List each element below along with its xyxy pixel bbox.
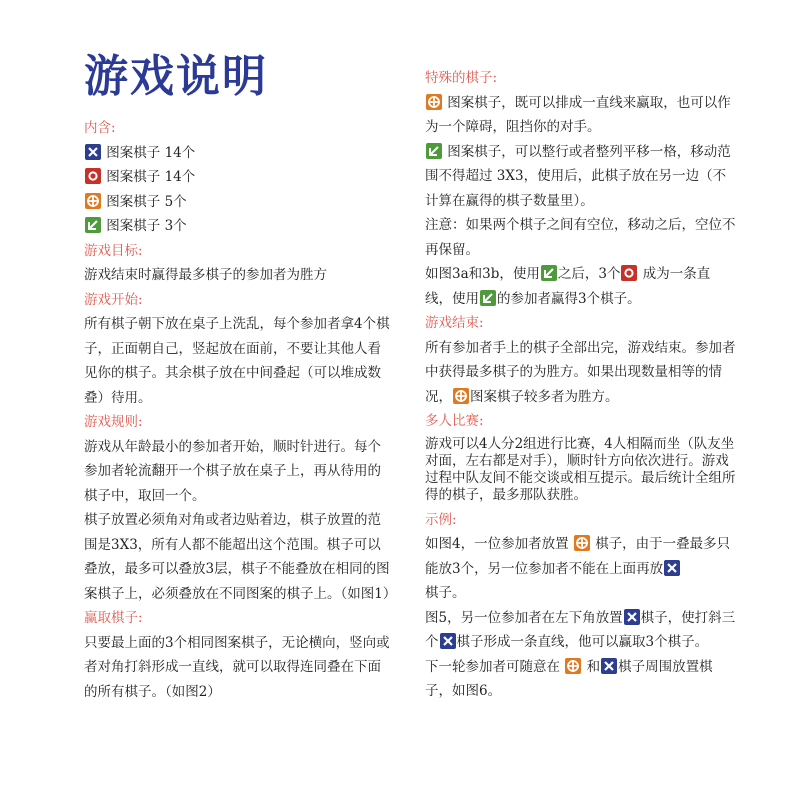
special-text-1: 图案棋子，既可以排成一直线来赢取，也可以作为一个障碍，阻挡你的对手。: [425, 94, 731, 135]
special-heading: 特殊的棋子:: [425, 70, 498, 86]
page-title: 游戏说明: [84, 51, 268, 102]
multi-heading: 多人比赛:: [425, 413, 484, 429]
circle-tile-icon: [621, 265, 637, 281]
special-text-3: 注意：如果两个棋子之间有空位，移动之后，空位不再保留。: [425, 217, 736, 258]
rules-text-2: 棋子放置必须角对角或者边贴着边，棋子放置的范围是3X3，所有人都不能超出这个范围。棋子可以叠放，最多可以叠放3层，棋子不能叠放在相同的图案棋子上，必须叠放在不同图案的棋子上。（如图1）: [84, 512, 397, 602]
special-text-2: 图案棋子，可以整行或者整列平移一格，移动范围不得超过 3X3，使用后，此棋子放在另一边（不计算在赢得的棋子数量里）。: [425, 143, 731, 209]
x-tile-icon: [601, 658, 617, 674]
arrow-tile-icon: [480, 290, 496, 306]
crosshair-tile-icon: [85, 193, 101, 209]
multi-text: 游戏可以4人分2组进行比赛，4人相隔而坐（队友坐对面，左右都是对手），顺时针方向依次进行。游戏过程中队友间不能交谈或相互提示。最后统计全组所得的棋子，最多那队获胜。: [425, 435, 736, 503]
special-text-4: 如图3a和3b，使用 之后，3个 成为一条直线，使用 的参加者赢得3个棋子。: [425, 266, 711, 307]
end-heading: 游戏结束:: [425, 315, 484, 331]
goal-heading: 游戏目标:: [84, 242, 143, 259]
crosshair-tile-icon: [426, 94, 442, 110]
start-text: 所有棋子朝下放在桌子上洗乱，每个参加者拿4个棋子，正面朝自己，竖起放在面前，不要让其他人看见你的棋子。其余棋子放在中间叠起（可以堆成数叠）待用。: [84, 316, 390, 406]
goal-text: 游戏结束时赢得最多棋子的参加者为胜方: [84, 267, 327, 283]
rules-heading: 游戏规则:: [84, 414, 143, 430]
x-tile-icon: [85, 144, 101, 160]
x-tile-icon: [624, 609, 640, 625]
list-item: 图案棋子 3个: [84, 214, 394, 239]
arrow-tile-icon: [426, 143, 442, 159]
win-heading: 赢取棋子:: [84, 610, 143, 626]
win-text: 只要最上面的3个相同图案棋子，无论横向，竖向或者对角打斜形成一直线，就可以取得连同叠在下面的所有棋子。（如图2）: [84, 634, 390, 700]
x-tile-icon: [664, 560, 680, 576]
example-text-1: 如图4，一位参加者放置 棋子，由于一叠最多只能放3个，另一位参加者不能在上面再放 棋子。: [425, 536, 731, 601]
left-column: [84, 116, 397, 704]
circle-tile-icon: [85, 168, 101, 184]
list-item: 图案棋子 14个: [84, 165, 394, 190]
example-text-2: 图5，另一位参加者在左下角放置 棋子，使打斜三个 棋子形成一条直线，他可以赢取3个棋子。: [425, 609, 736, 650]
list-item: 图案棋子 14个: [84, 141, 394, 166]
arrow-tile-icon: [85, 217, 101, 233]
crosshair-tile-icon: [574, 535, 590, 551]
contents-heading: 内含:: [84, 120, 116, 136]
crosshair-tile-icon: [565, 658, 581, 674]
list-item: 图案棋子 5个: [84, 190, 394, 215]
right-column: [425, 66, 737, 704]
end-text: 所有参加者手上的棋子全部出完，游戏结束。参加者中获得最多棋子的为胜方。如果出现数量相等的情况， 图案棋子较多者为胜方。: [425, 339, 736, 405]
example-text-3: 下一轮参加者可随意在 和 棋子周围放置棋子，如图6。: [425, 658, 713, 699]
crosshair-tile-icon: [453, 388, 469, 404]
rules-text-1: 游戏从年龄最小的参加者开始，顺时针进行。每个参加者轮流翻开一个棋子放在桌子上，再从待用的棋子中，取回一个。: [84, 438, 381, 504]
arrow-tile-icon: [541, 265, 557, 281]
example-heading: 示例:: [425, 511, 457, 528]
x-tile-icon: [440, 633, 456, 649]
start-heading: 游戏开始:: [84, 291, 143, 308]
